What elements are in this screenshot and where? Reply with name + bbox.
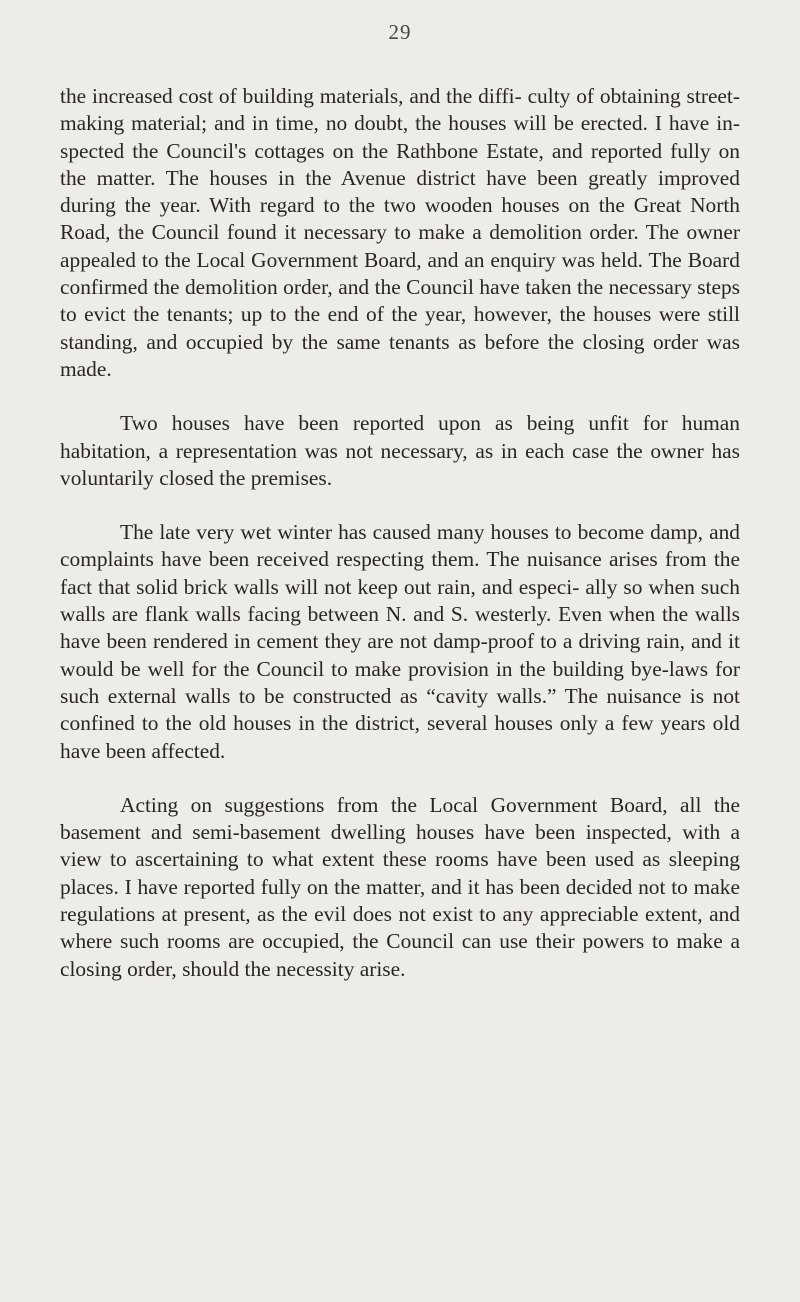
paragraph-3: The late very wet winter has caused many houses to become damp, and complaints have been received respecting them. The nuisance arises from the fact that solid brick walls will not keep out rain, and especi- ally so when such walls are flank walls facing between N. and S. westerly. Even when the walls have been rendered in cement they are not damp-proof to a driving rain, and it would be well for the Council to make provision in the building bye-laws for such external walls to be constructed as “cavity walls.” The nuisance is not confined to the old houses in the district, several houses only a few years old have been affected. [60,520,740,763]
page-number: 29 [388,20,412,44]
paragraph-4: Acting on suggestions from the Local Government Board, all the basement and semi-basement dwelling houses have been inspected, with a view to ascertaining to what extent these rooms have been used as sleeping places. I have reported fully on the matter, and it has been decided not to make regulations at present, as the evil does not exist to any appreciable extent, and where such rooms are occupied, the Council can use their powers to make a closing order, should the necessity arise. [60,792,740,981]
paragraph-2: Two houses have been reported upon as being unfit for human habitation, a representation was not necessary, as in each case the owner has voluntarily closed the premises. [60,411,740,490]
paragraph-1: the increased cost of building materials, and the diffi- culty of obtaining street-making material; and in time, no doubt, the houses will be erected. I have in- spected the Council's cottages on the Rathbone Estate, and reported fully on the matter. The houses in the Avenue district have been greatly improved during the year. With regard to the two wooden houses on the Great North Road, the Council found it necessary to make a demolition order. The owner appealed to the Local Government Board, and an enquiry was held. The Board confirmed the demolition order, and the Council have taken the necessary steps to evict the tenants; up to the end of the year, however, the houses were still standing, and occupied by the same tenants as before the closing order was made. [60,84,740,381]
body-text [60,83,740,983]
